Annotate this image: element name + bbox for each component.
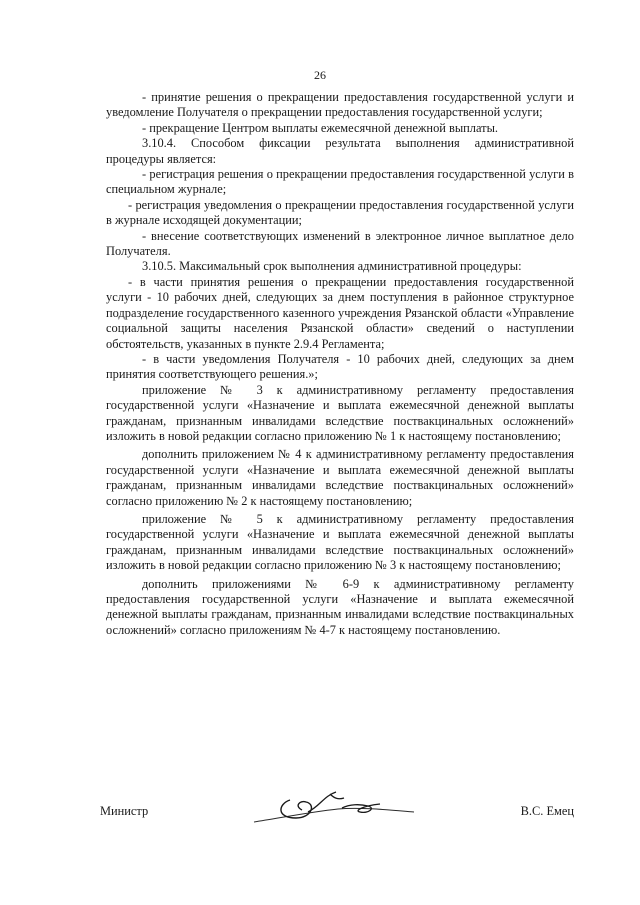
paragraph: - прекращение Центром выплаты ежемесячной денежной выплаты.	[142, 120, 498, 135]
paragraph: - внесение соответствующих изменений в электронное личное выплатное дело Получателя.	[106, 228, 574, 259]
paragraph: дополнить приложениями № 6-9 к административному регламенту предоставления государственной услуги «Назначение и выплата ежемесячной денежной выплаты гражданам, признанным инвалидами вследствие поствакцинальных осложнений» согласно приложениям № 4-7 к настоящему постановлению.	[106, 576, 574, 637]
paragraph: - принятие решения о прекращении предоставления государственной услуги и уведомление Получателя о прекращении предоставления государственной услуги;	[106, 90, 574, 120]
handwritten-signature-icon	[250, 782, 420, 832]
signer-position: Министр	[100, 804, 149, 818]
paragraph: - регистрация решения о прекращении предоставления государственной услуги в специальном журнале;	[106, 167, 574, 197]
paragraph: - в части уведомления Получателя - 10 рабочих дней, следующих за днем принятия соответствующего решения.»;	[106, 351, 574, 382]
paragraph: 3.10.5. Максимальный срок выполнения административной процедуры:	[142, 259, 522, 274]
signer-name: В.С. Емец	[520, 804, 574, 818]
paragraph: дополнить приложением № 4 к административному регламенту предоставления государственной услуги «Назначение и выплата ежемесячной денежной выплаты гражданам, признанным инвалидами вследствие поствакцинальных осложнений» согласно приложению № 2 к настоящему постановлению;	[106, 447, 574, 508]
paragraph: - в части принятия решения о прекращении предоставления государственной услуги - 10 рабочих дней, следующих за днем поступления в районное структурное подразделение государственного казенного учреждения Рязанской области «Управление социальной защиты населения Рязанской области» сведений о наступлении обстоятельств, указанных в пункте 2.9.4 Регламента;	[106, 274, 574, 351]
signature-block	[100, 800, 574, 860]
page-number: 26	[314, 68, 326, 82]
paragraph: приложение № 5 к административному регламенту предоставления государственной услуги «Назначение и выплата ежемесячной денежной выплаты гражданам, признанным инвалидами вследствие поствакцинальных осложнений» изложить в новой редакции согласно приложению № 3 к настоящему постановлению;	[106, 511, 574, 573]
document-body	[106, 90, 574, 638]
paragraph: приложение № 3 к административному регламенту предоставления государственной услуги «Назначение и выплата ежемесячной денежной выплаты гражданам, признанным инвалидами вследствие поствакцинальных осложнений» изложить в новой редакции согласно приложению № 1 к настоящему постановлению;	[106, 382, 574, 443]
paragraph: - регистрация уведомления о прекращении предоставления государственной услуги в журнале исходящей документации;	[106, 197, 574, 228]
paragraph: 3.10.4. Способом фиксации результата выполнения административной процедуры является:	[106, 136, 574, 166]
